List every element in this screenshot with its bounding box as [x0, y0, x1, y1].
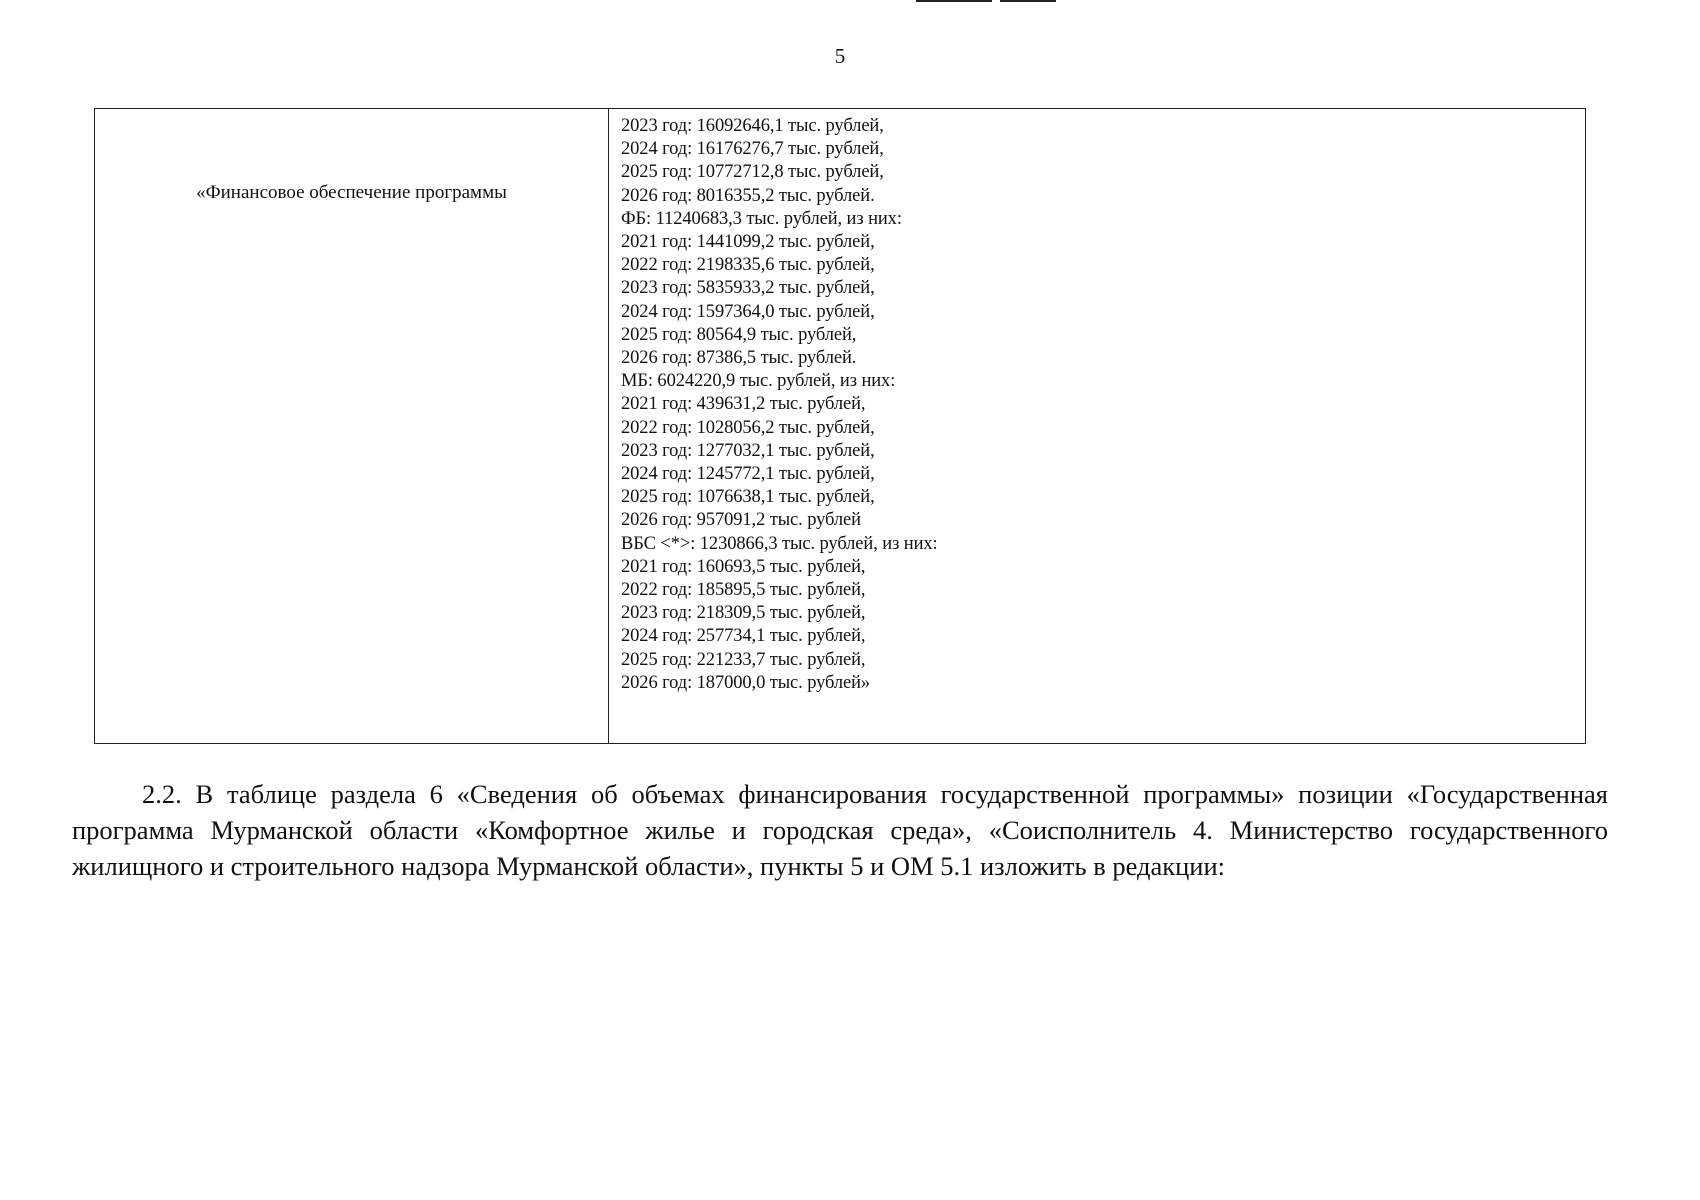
- value-line: 2024 год: 16176276,7 тыс. рублей,: [621, 139, 884, 160]
- value-line: 2026 год: 87386,5 тыс. рублей.: [621, 348, 857, 369]
- value-line: 2023 год: 1277032,1 тыс. рублей,: [621, 440, 875, 461]
- value-line: 2025 год: 10772712,8 тыс. рублей,: [621, 162, 884, 183]
- value-line: 2021 год: 1441099,2 тыс. рублей,: [621, 232, 875, 253]
- value-line: ВБС <*>: 1230866,3 тыс. рублей, из них:: [621, 533, 938, 554]
- value-line: 2022 год: 185895,5 тыс. рублей,: [621, 580, 866, 601]
- value-line: 2022 год: 1028056,2 тыс. рублей,: [621, 417, 875, 438]
- value-line: 2021 год: 160693,5 тыс. рублей,: [621, 556, 866, 577]
- value-line: ФБ: 11240683,3 тыс. рублей, из них:: [621, 208, 902, 229]
- value-line: 2023 год: 5835933,2 тыс. рублей,: [621, 278, 875, 299]
- value-line: 2026 год: 187000,0 тыс. рублей»: [621, 672, 871, 693]
- value-line: 2023 год: 16092646,1 тыс. рублей,: [621, 116, 884, 136]
- top-edge-mark: [916, 0, 992, 2]
- finance-table: [94, 108, 1586, 744]
- value-line: МБ: 6024220,9 тыс. рублей, из них:: [621, 371, 896, 392]
- value-line: 2026 год: 957091,2 тыс. рублей: [621, 510, 861, 531]
- table-label-cell: «Финансовое обеспечение программы: [196, 182, 507, 203]
- value-line: 2021 год: 439631,2 тыс. рублей,: [621, 394, 866, 415]
- page-number: 5: [834, 44, 846, 68]
- value-line: 2024 год: 1597364,0 тыс. рублей,: [621, 301, 875, 322]
- value-line: 2024 год: 1245772,1 тыс. рублей,: [621, 464, 875, 485]
- value-line: 2025 год: 1076638,1 тыс. рублей,: [621, 487, 875, 508]
- top-edge-mark: [1000, 0, 1056, 2]
- value-line: 2026 год: 8016355,2 тыс. рублей.: [621, 185, 875, 206]
- value-line: 2022 год: 2198335,6 тыс. рублей,: [621, 255, 875, 276]
- table-values-cell: [621, 115, 1579, 695]
- value-line: 2023 год: 218309,5 тыс. рублей,: [621, 603, 866, 624]
- value-line: 2025 год: 80564,9 тыс. рублей,: [621, 324, 857, 345]
- value-line: 2025 год: 221233,7 тыс. рублей,: [621, 649, 866, 670]
- amendment-paragraph: 2.2. В таблице раздела 6 «Сведения об объемах финансирования государственной программы» позиции «Государственная программа Мурманской области «Комфортное жилье и городская среда», «Соисполнитель 4. Министерство государственного жилищного и строительного надзора Мурманской области», пункты 5 и ОМ 5.1 изложить в редакции:: [72, 779, 1608, 881]
- value-line: 2024 год: 257734,1 тыс. рублей,: [621, 626, 866, 647]
- table-column-divider: [608, 109, 609, 743]
